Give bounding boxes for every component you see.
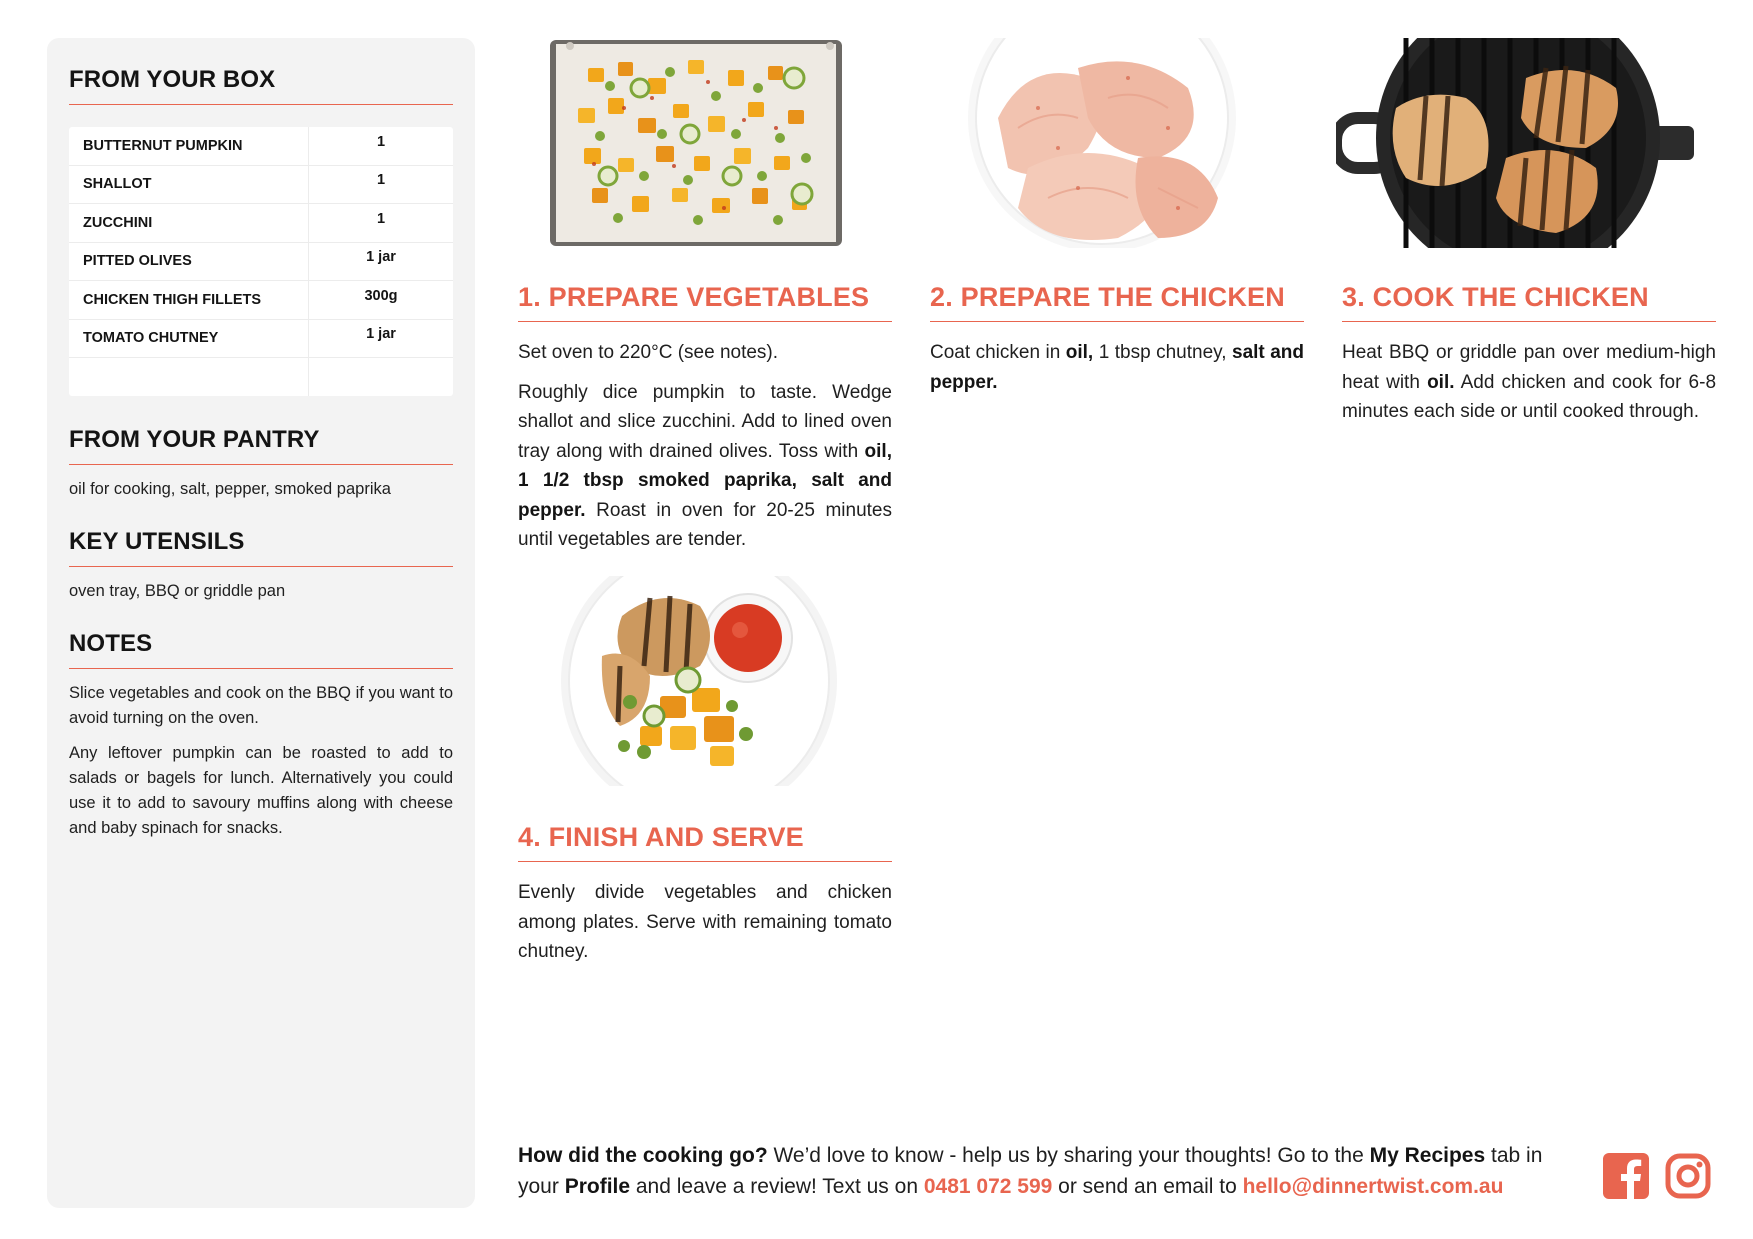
step-4-paragraph: Evenly divide vegetables and chicken among plates. Serve with remaining tomato chutney. <box>518 882 892 962</box>
step-2-bold: salt and pepper. <box>930 342 1304 393</box>
step-2-body <box>930 338 1304 397</box>
step-3-bold: oil. <box>1427 371 1455 393</box>
step-4 <box>518 822 892 977</box>
ingredient-name-empty <box>69 358 309 396</box>
step-3-body <box>1342 338 1716 427</box>
email-link[interactable]: hello@dinnertwist.com.au <box>1242 1175 1504 1198</box>
griddle-pan-chicken-photo <box>1336 38 1694 248</box>
profile-label: Profile <box>564 1175 631 1198</box>
step-1-text: Roughly dice pumpkin to taste. Wedge shallot and slice zucchini. Add to lined oven tray along with drained olives. Toss with <box>518 381 892 462</box>
ingredient-row <box>69 320 453 359</box>
ingredient-name: CHICKEN THIGH FILLETS <box>69 281 309 319</box>
from-your-pantry-section <box>69 426 453 502</box>
feedback-footer <box>518 1140 1568 1202</box>
step-2-text: Coat chicken in <box>930 342 1066 363</box>
step-2-text: 1 tbsp chutney, <box>1093 342 1232 363</box>
notes-paragraph: Any leftover pumpkin can be roasted to add to salads or bagels for lunch. Alternatively you could use it to add to savoury muffins along with cheese and baby spinach for snacks. <box>69 744 453 837</box>
ingredient-qty: 1 <box>376 172 386 189</box>
step-1-body <box>518 338 892 555</box>
from-your-box-heading: FROM YOUR BOX <box>69 66 453 105</box>
step-1 <box>518 282 892 565</box>
step-2-heading: 2. PREPARE THE CHICKEN <box>930 282 1304 322</box>
step-1-paragraph: Set oven to 220°C (see notes). <box>518 342 779 363</box>
step-3-text: Heat BBQ or griddle pan over medium-high heat with <box>1342 342 1716 393</box>
utensils-text: oven tray, BBQ or griddle pan <box>69 582 286 600</box>
footer-text: or send an email to <box>1052 1175 1243 1198</box>
pantry-text: oil for cooking, salt, pepper, smoked paprika <box>69 480 391 498</box>
ingredient-qty: 1 jar <box>366 326 396 343</box>
my-recipes-label: My Recipes <box>1369 1144 1486 1167</box>
ingredient-row <box>69 166 453 205</box>
ingredient-name: SHALLOT <box>69 166 309 204</box>
notes-heading: NOTES <box>69 630 453 669</box>
ingredient-row-empty <box>69 358 453 396</box>
step-4-body <box>518 878 892 967</box>
ingredient-name: TOMATO CHUTNEY <box>69 320 309 358</box>
ingredient-row <box>69 243 453 282</box>
step-3-heading: 3. COOK THE CHICKEN <box>1342 282 1716 322</box>
from-your-box-section <box>69 66 453 396</box>
step-2 <box>930 282 1304 407</box>
footer-text: tab in your <box>518 1144 1543 1198</box>
ingredient-row <box>69 281 453 320</box>
step-1-text: Roast in oven for 20-25 minutes until vegetables are tender. <box>518 499 892 550</box>
step-3-paragraph <box>1342 338 1716 427</box>
step-3-text: Add chicken and cook for 6-8 minutes each side or until cooked through. <box>1342 371 1717 422</box>
instagram-icon[interactable] <box>1665 1153 1711 1199</box>
step-4-heading: 4. FINISH AND SERVE <box>518 822 892 862</box>
ingredients-table <box>69 127 453 396</box>
roasted-vegetables-tray-photo <box>548 38 844 248</box>
from-your-pantry-heading: FROM YOUR PANTRY <box>69 426 453 465</box>
key-utensils-section <box>69 528 453 604</box>
ingredient-name: ZUCCHINI <box>69 204 309 242</box>
step-3 <box>1342 282 1716 437</box>
key-utensils-heading: KEY UTENSILS <box>69 528 453 567</box>
ingredient-qty: 300g <box>364 287 398 304</box>
ingredient-name: PITTED OLIVES <box>69 243 309 281</box>
notes-section <box>69 630 453 841</box>
raw-chicken-plate-photo <box>968 38 1236 248</box>
ingredient-qty: 1 <box>376 210 386 227</box>
step-1-paragraph <box>518 378 892 555</box>
plated-dish-photo <box>560 576 838 786</box>
notes-paragraph: Slice vegetables and cook on the BBQ if you want to avoid turning on the oven. <box>69 684 453 727</box>
ingredient-name: BUTTERNUT PUMPKIN <box>69 127 309 165</box>
step-1-heading: 1. PREPARE VEGETABLES <box>518 282 892 322</box>
phone-link[interactable]: 0481 072 599 <box>923 1175 1053 1198</box>
step-2-paragraph <box>930 338 1304 397</box>
sidebar <box>47 38 475 1208</box>
feedback-question: How did the cooking go? <box>518 1144 768 1167</box>
facebook-icon[interactable] <box>1603 1153 1649 1199</box>
step-1-bold: oil, 1 1/2 tbsp smoked paprika, salt and pepper. <box>518 440 892 521</box>
step-2-bold: oil, <box>1065 342 1094 363</box>
footer-text: and leave a review! Text us on <box>630 1175 924 1198</box>
ingredient-row <box>69 127 453 166</box>
footer-text: We’d love to know - help us by sharing your thoughts! Go to the <box>767 1144 1370 1167</box>
ingredient-qty: 1 <box>376 133 386 150</box>
ingredient-qty: 1 jar <box>366 249 396 266</box>
ingredient-row <box>69 204 453 243</box>
